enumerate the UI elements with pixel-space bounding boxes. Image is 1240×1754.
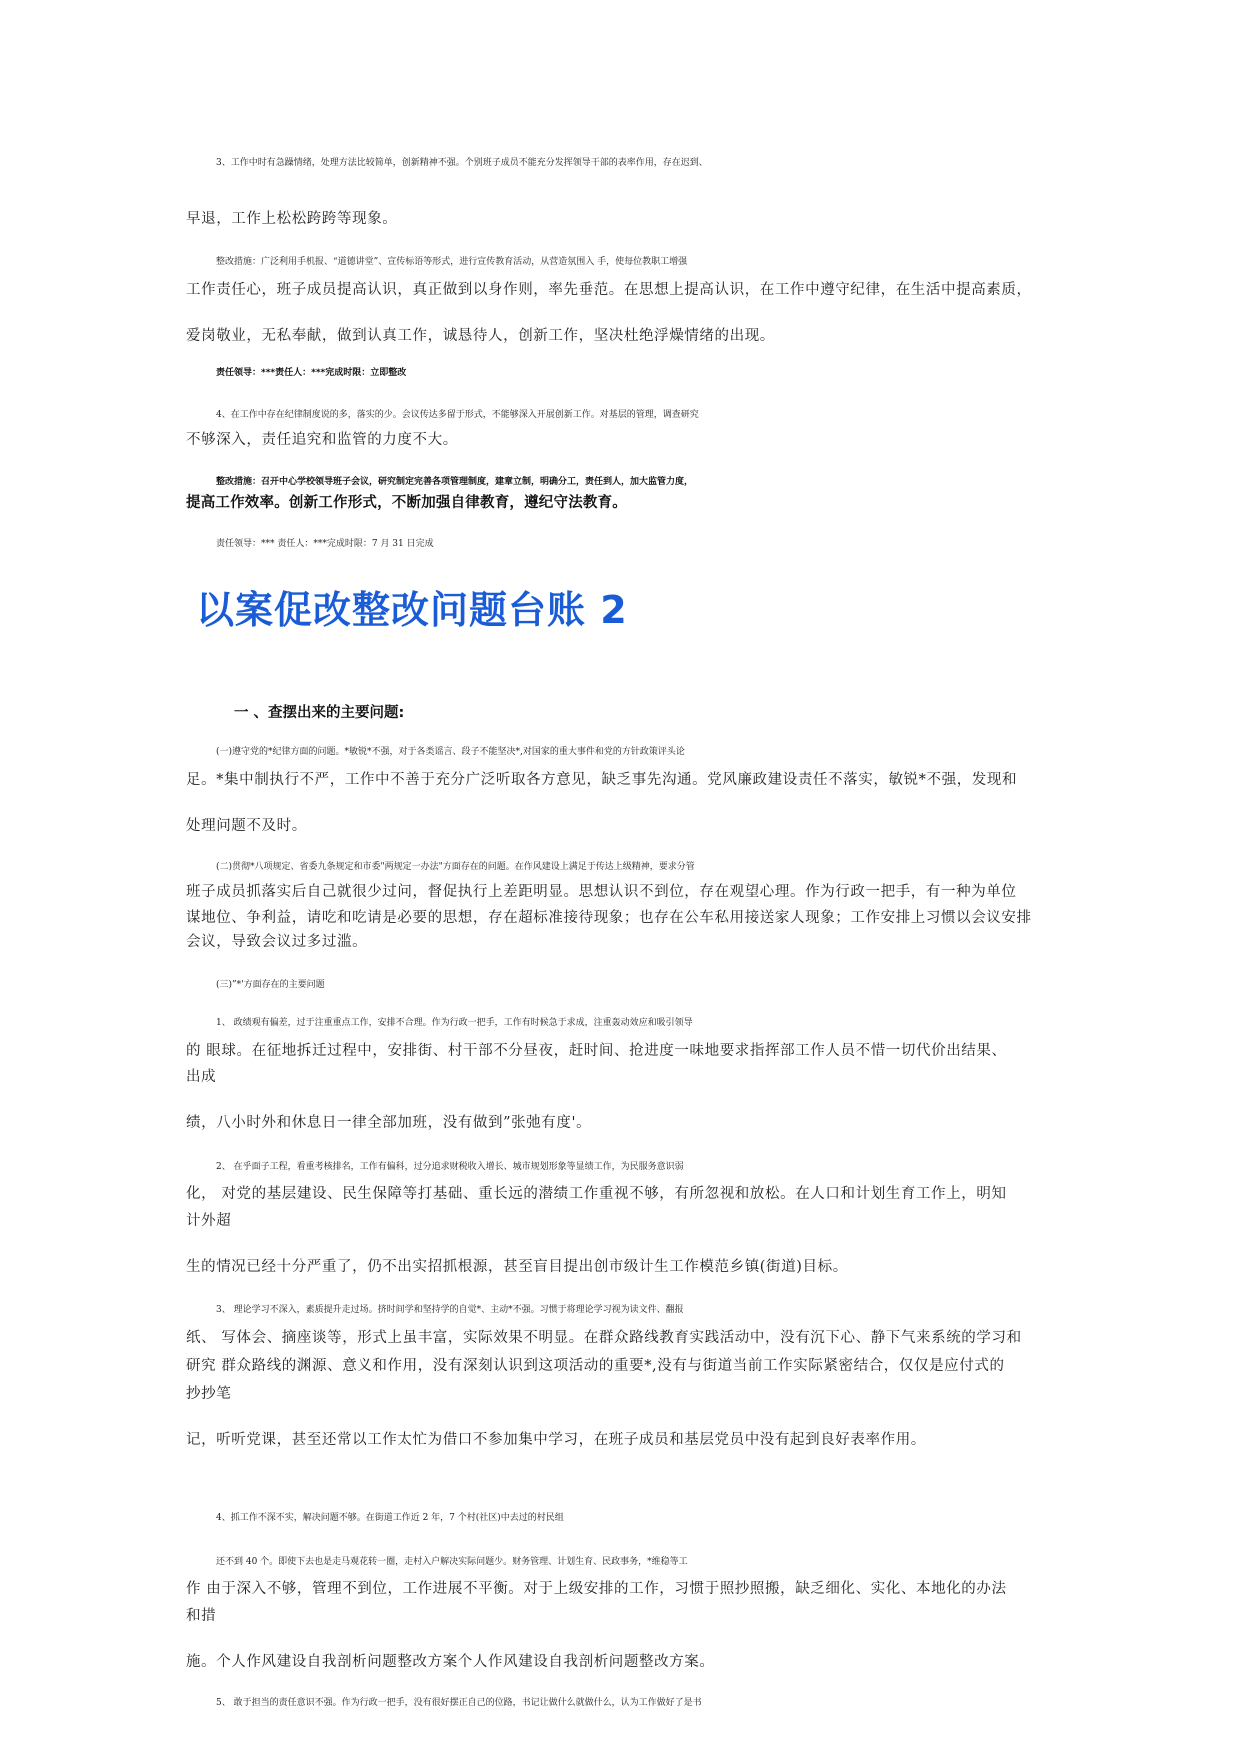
measure-4-line-2: 提高工作效率。创新工作形式，不断加强自律教育，遵纪守法教育。: [186, 495, 627, 511]
document-heading: 以案促改整改问题台账 2: [196, 588, 628, 632]
measure-3-line-3: 爱岗敬业，无私奉献，做到认真工作，诚恳待人，创新工作，坚决杜绝浮燥情绪的出现。: [186, 328, 775, 344]
item-1-line-3: 出成: [186, 1069, 217, 1085]
item-3-line-3: 研究 群众路线的渊源、意义和作用，没有深刻认识到这项活动的重要*,没有与街道当前工作实际紧密结合，仅仅是应付式的: [186, 1358, 1005, 1374]
paragraph-4-line-1: 4、在工作中存在纪律制度说的多，落实的少。会议传达多留于形式，不能够深入开展创新工作。对基层的管理，调查研究: [216, 410, 699, 420]
item-1-line-1: 1、 政绩观有偏差，过于注重重点工作，安排不合理。作为行政一把手，工作有时候急于求成，注重轰动效应和吸引领导: [216, 1018, 693, 1028]
item-5-line-1: 5、 敢于担当的责任意识不强。作为行政一把手，没有很好摆正自己的位路，书记让做什么就做什么，认为工作做好了是书: [216, 1698, 702, 1708]
item-1-line-2: 的 眼球。在征地拆迁过程中，安排街、村干部不分昼夜，赶时间、抢进度一味地要求指挥部工作人员不惜一切代价出结果、: [186, 1043, 1007, 1059]
item-1-line-4: 绩，八小时外和休息日一律全部加班，没有做到”张弛有度'。: [186, 1115, 592, 1131]
issue-2-line-3: 谋地位、争利益，请吃和吃请是必要的思想，存在超标准接待现象；也存在公车私用接送家人现象；工作安排上习惯以会议安排: [186, 910, 1032, 926]
measure-3-line-1: 整改措施：广泛利用手机报、“道德讲堂”、宣传标语等形式，进行宣传教育活动，从营造氛围入 手，使每位教职工增强: [216, 257, 688, 267]
issue-2-line-1: (二)贯彻*八项规定、省委九条规定和市委"两规定一办法"方面存在的问题。在作风建设上满足于传达上级精神，要求分管: [216, 862, 695, 872]
item-3-line-1: 3、 理论学习不深入，素质提升走过场。挤时间学和坚持学的自觉*、主动*不强。习惯于将理论学习视为读文件、翻报: [216, 1305, 684, 1315]
measure-4-line-1: 整改措施：召开中心学校领导班子会议，研究制定完善各项管理制度，建章立制，明确分工，责任到人，加大监管力度，: [216, 477, 694, 487]
responsibility-3: 责任领导：***责任人：***完成时限：立即整改: [216, 368, 407, 378]
item-3-line-4: 抄抄笔: [186, 1386, 232, 1402]
item-4-line-1: 4、抓工作不深不实，解决问题不够。在街道工作近 2 年，7 个村(社区)中去过的村民组: [216, 1513, 564, 1523]
item-3-line-5: 记，听听党课，甚至还常以工作太忙为借口不参加集中学习，在班子成员和基层党员中没有起到良好表率作用。: [186, 1432, 926, 1448]
issue-2-line-2: 班子成员抓落实后自己就很少过问，督促执行上差距明显。思想认识不到位，存在观望心理。作为行政一把手，有一种为单位: [186, 884, 1017, 900]
measure-3-line-2: 工作责任心，班子成员提高认识，真正做到以身作则，率先垂范。在思想上提高认识，在工作中遵守纪律，在生活中提高素质，: [186, 282, 1032, 298]
item-2-line-2: 化， 对党的基层建设、民生保障等打基础、重长远的潜绩工作重视不够，有所忽视和放松。在人口和计划生育工作上，明知: [186, 1186, 1007, 1202]
item-2-line-3: 计外超: [186, 1213, 232, 1229]
item-4-line-2: 还不到 40 个。即使下去也是走马观花转一圈，走村入户解决实际问题少。财务管理、计划生育、民政事务，*维稳等工: [216, 1557, 688, 1567]
issue-1-line-1: (一)遵守党的*纪律方面的问题。*敏锐*不强，对于各类谣言、段子不能坚决*,对国家的重大事件和党的方针政策评头论: [216, 747, 685, 757]
item-2-line-1: 2、 在乎面子工程，看重考核排名，工作有偏科，过分追求财税收入增长、城市规划形象等显绩工作，为民服务意识弱: [216, 1162, 684, 1172]
item-4-line-4: 和措: [186, 1608, 217, 1624]
item-2-line-4: 生的情况已经十分严重了，仍不出实招抓根源，甚至盲目提出创市级计生工作模范乡镇(街道)目标。: [186, 1259, 848, 1275]
item-4-line-3: 作 由于深入不够，管理不到位，工作进展不平衡。对于上级安排的工作，习惯于照抄照搬，缺乏细化、实化、本地化的办法: [186, 1581, 1007, 1597]
issue-1-line-2: 足。*集中制执行不严，工作中不善于充分广泛听取各方意见，缺乏事先沟通。党风廉政建设责任不落实，敏锐*不强，发现和: [186, 772, 1018, 788]
item-4-line-5: 施。个人作风建设自我剖析问题整改方案个人作风建设自我剖析问题整改方案。: [186, 1654, 715, 1670]
issue-2-line-4: 会议，导致会议过多过滥。: [186, 934, 368, 950]
issue-3-title: (三)”*'方面存在的主要问题: [216, 980, 325, 990]
issue-1-line-3: 处理问题不及时。: [186, 818, 307, 834]
responsibility-4: 责任领导：*** 责任人：***完成时限：7 月 31 日完成: [216, 539, 434, 549]
paragraph-3-line-2: 早退，工作上松松跨跨等现象。: [186, 211, 398, 227]
item-3-line-2: 纸、 写体会、摘座谈等，形式上虽丰富，实际效果不明显。在群众路线教育实践活动中，没有沉下心、静下气来系统的学习和: [186, 1330, 1022, 1346]
paragraph-3-line-1: 3、工作中时有急躁情绪，处理方法比较简单，创新精神不强。个别班子成员不能充分发挥领导干部的表率作用，存在迟到、: [216, 158, 708, 168]
section-title: 一 、查摆出来的主要问题:: [234, 705, 405, 721]
paragraph-4-line-2: 不够深入，责任追究和监管的力度不大。: [186, 432, 458, 448]
